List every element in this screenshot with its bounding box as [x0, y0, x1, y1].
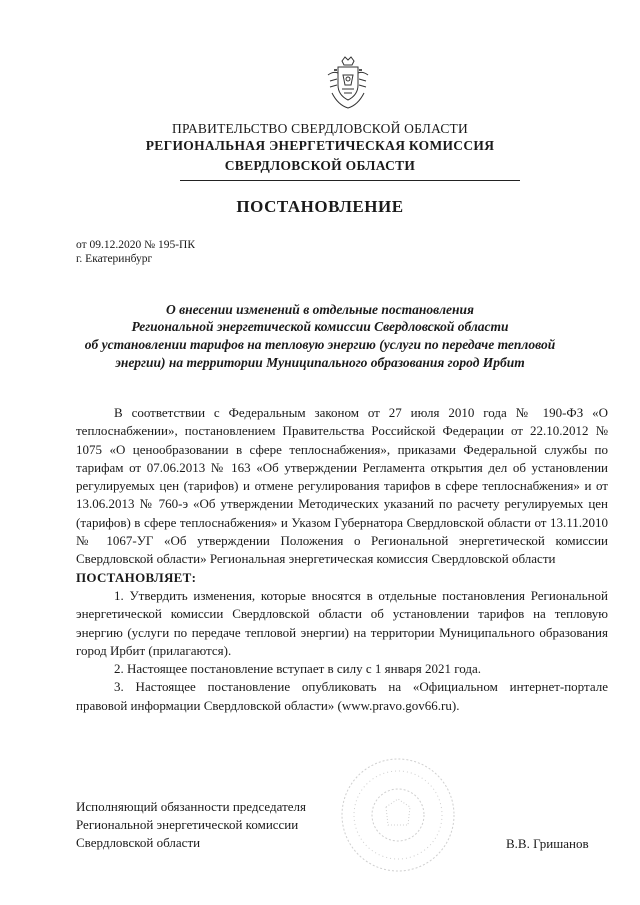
- header-divider: [180, 180, 520, 181]
- signatory-position-line-3: Свердловской области: [76, 835, 201, 850]
- commission-region: СВЕРДЛОВСКОЙ ОБЛАСТИ: [224, 158, 416, 173]
- signatory-position: [76, 798, 306, 852]
- document-date-number: от 09.12.2020 № 195-ПК: [76, 239, 196, 251]
- document-title-line-2: Региональной энергетической комиссии Свердловской области: [131, 319, 509, 334]
- signatory-position-line-2: Региональной энергетической комиссии: [76, 817, 299, 832]
- coat-of-arms-icon: [325, 55, 371, 111]
- resolution-item-3: 3. Настоящее постановление опубликовать на «Официальном интернет-портале правовой информации Свердловской области» (www.pravo.gov66.ru).: [76, 679, 608, 713]
- resolution-item-2: 2. Настоящее постановление вступает в силу с 1 января 2021 года.: [114, 661, 482, 677]
- preamble-paragraph: В соответствии с Федеральным законом от 27 июля 2010 года № 190-ФЗ «О теплоснабжении», постановлением Правительства Российской Федерации от 22.10.2012 № 1075 «О ценообразовании в сфере теплоснабжения», приказами Федеральной службы по тарифам от 07.06.2013 № 163 «Об утверждении Регламента открытия дел об установлении регулируемых цен (тарифов) и отмене регулирования тарифов в сфере теплоснабжения» и от 13.06.2013 № 760-э «Об утверждении Методических указаний по расчету регулируемых цен (тарифов) в сфере теплоснабжения» и Указом Губернатора Свердловской области от 13.11.2010 № 1067-УГ «Об утверждении Положения о Региональной энергетической комиссии Свердловской области» Региональная энергетическая комиссия Свердловской области: [76, 405, 608, 567]
- signatory-name: В.В. Гришанов: [506, 836, 589, 851]
- signatory-position-line-1: Исполняющий обязанности председателя: [76, 799, 306, 814]
- resolution-item-1: 1. Утвердить изменения, которые вносятся в отдельные постановления Региональной энергетической комиссии Свердловской области об установлении тарифов на тепловую энергию (услуги по передаче тепловой энергии) на территории Муниципального образования город Ирбит (прилагаются).: [76, 587, 608, 658]
- government-name: ПРАВИТЕЛЬСТВО СВЕРДЛОВСКОЙ ОБЛАСТИ: [172, 121, 468, 136]
- document-title-line-3: об установлении тарифов на тепловую энергию (услуги по передаче тепловой: [84, 337, 556, 352]
- document-type: ПОСТАНОВЛЕНИЕ: [236, 197, 404, 216]
- document-city: г. Екатеринбург: [76, 253, 153, 265]
- document-body: [76, 404, 608, 715]
- faint-seal-stamp: [338, 755, 458, 875]
- commission-name: РЕГИОНАЛЬНАЯ ЭНЕРГЕТИЧЕСКАЯ КОМИССИЯ: [145, 138, 495, 153]
- resolves-heading: ПОСТАНОВЛЯЕТ:: [76, 569, 197, 585]
- document-title-line-4: энергии) на территории Муниципального образования город Ирбит: [115, 355, 525, 370]
- document-title-line-1: О внесении изменений в отдельные постановления: [165, 302, 475, 317]
